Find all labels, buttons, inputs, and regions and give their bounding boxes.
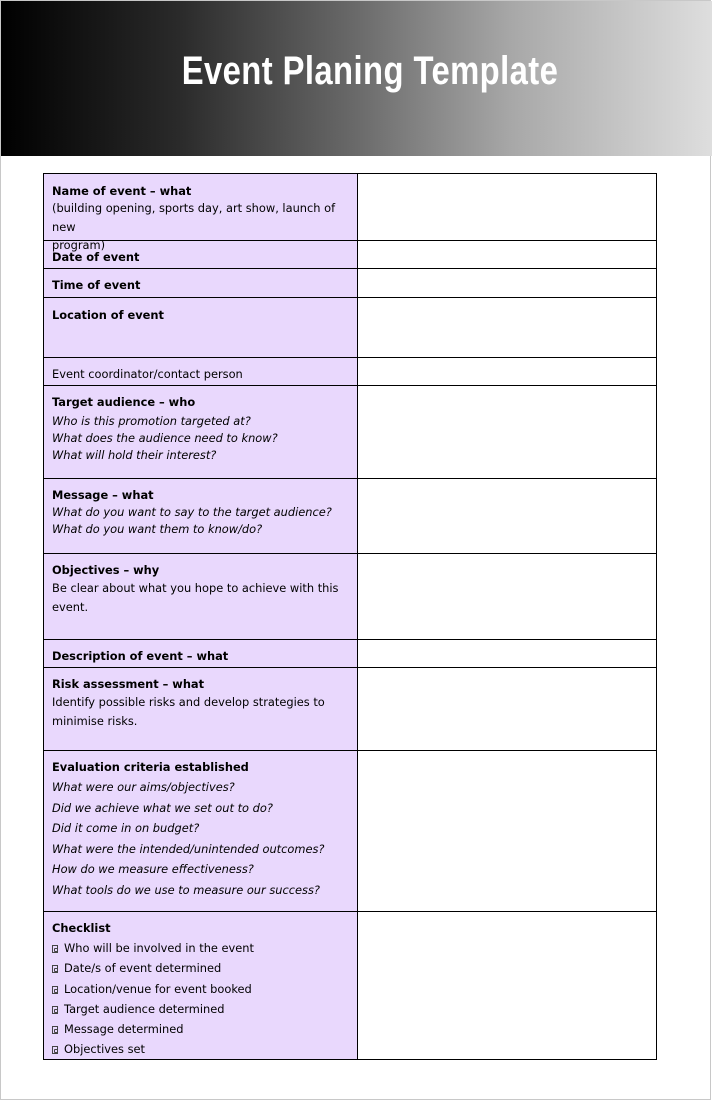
checklist-item <box>52 958 349 978</box>
event-planning-table <box>43 173 657 1060</box>
label-cell-risk-assessment <box>44 668 358 751</box>
checkbox-icon <box>52 1046 58 1054</box>
table-row-event-coordinator <box>44 358 657 386</box>
checkbox-icon <box>52 945 58 953</box>
row-title: Objectives – why <box>52 563 160 577</box>
table-row-description-of-event <box>44 640 657 668</box>
label-cell-time-of-event <box>44 269 358 298</box>
label-cell-location-of-event <box>44 298 358 358</box>
checklist-item <box>52 1039 349 1059</box>
row-hint-line: Identify possible risks and develop strategies to <box>52 695 325 709</box>
table-row-date-of-event <box>44 241 657 269</box>
checklist-item-label: Target audience determined <box>64 1001 225 1016</box>
row-hint-line: minimise risks. <box>52 714 138 728</box>
row-title: Description of event – what <box>52 649 229 663</box>
checklist-item-label: Message determined <box>64 1022 184 1037</box>
label-cell-message <box>44 479 358 554</box>
table-row-checklist <box>44 912 657 1060</box>
row-hint-line: What do you want to say to the target audience? <box>52 505 332 519</box>
checklist-item-label: Location/venue for event booked <box>64 981 252 996</box>
value-cell-message[interactable] <box>358 479 657 554</box>
table-row-risk-assessment <box>44 668 657 751</box>
label-cell-description-of-event <box>44 640 358 668</box>
checklist-item-label: Objectives set <box>64 1042 145 1057</box>
value-cell-risk-assessment[interactable] <box>358 668 657 751</box>
row-hint-line: (building opening, sports day, art show, launch of new <box>52 201 336 234</box>
value-cell-target-audience[interactable] <box>358 386 657 479</box>
row-title: Message – what <box>52 488 154 502</box>
row-hint-line: Did it come in on budget? <box>52 821 200 835</box>
row-hint-line: Who is this promotion targeted at? <box>52 414 251 428</box>
row-hint-line: program) <box>52 238 106 252</box>
table-row-message <box>44 479 657 554</box>
row-title: Target audience – who <box>52 395 196 409</box>
value-cell-description-of-event[interactable] <box>358 640 657 668</box>
row-title: Date of event <box>52 250 140 264</box>
label-cell-target-audience <box>44 386 358 479</box>
table-row-name-of-event <box>44 174 657 241</box>
row-title: Event coordinator/contact person <box>52 367 243 381</box>
row-hint-line: What were our aims/objectives? <box>52 780 235 794</box>
row-hint-line: Be clear about what you hope to achieve with this <box>52 581 339 595</box>
table-row-evaluation-criteria <box>44 751 657 912</box>
value-cell-time-of-event[interactable] <box>358 269 657 298</box>
label-cell-evaluation-criteria <box>44 751 358 912</box>
value-cell-evaluation-criteria[interactable] <box>358 751 657 912</box>
row-title: Evaluation criteria established <box>52 760 249 774</box>
row-hint-line: What tools do we use to measure our success? <box>52 882 320 897</box>
label-cell-event-coordinator <box>44 358 358 386</box>
row-title: Location of event <box>52 308 164 322</box>
checkbox-icon <box>52 965 58 973</box>
row-hint-line: What does the audience need to know? <box>52 431 278 445</box>
checkbox-icon <box>52 1006 58 1014</box>
checklist-item-label: Date/s of event determined <box>64 961 222 976</box>
table-row-time-of-event <box>44 269 657 298</box>
value-cell-location-of-event[interactable] <box>358 298 657 358</box>
row-title: Risk assessment – what <box>52 677 205 691</box>
row-hint-line: How do we measure effectiveness? <box>52 862 254 876</box>
checkbox-icon <box>52 986 58 994</box>
row-hint-line: Did we achieve what we set out to do? <box>52 800 273 815</box>
checklist-item <box>52 1019 349 1039</box>
row-hint-line: event. <box>52 600 89 614</box>
checklist-item <box>52 938 349 958</box>
table-row-target-audience <box>44 386 657 479</box>
row-title: Checklist <box>52 921 111 935</box>
checkbox-icon <box>52 1026 58 1034</box>
checklist-item <box>52 979 349 999</box>
label-cell-name-of-event <box>44 174 358 252</box>
label-cell-checklist <box>44 912 358 1060</box>
label-cell-objectives <box>44 554 358 640</box>
table-row-objectives <box>44 554 657 640</box>
row-title: Time of event <box>52 278 141 292</box>
row-hint-line: What do you want them to know/do? <box>52 522 263 536</box>
value-cell-name-of-event[interactable] <box>358 174 657 241</box>
page-title: Event Planing Template <box>181 49 559 93</box>
value-cell-event-coordinator[interactable] <box>358 358 657 386</box>
checklist-item-label: Who will be involved in the event <box>64 941 254 955</box>
row-title: Name of event – what <box>52 184 192 198</box>
table-row-location-of-event <box>44 298 657 358</box>
row-hint-line: What will hold their interest? <box>52 448 217 462</box>
checklist-item <box>52 999 349 1019</box>
value-cell-checklist[interactable] <box>358 912 657 1060</box>
row-hint-line: What were the intended/unintended outcomes? <box>52 841 325 856</box>
value-cell-objectives[interactable] <box>358 554 657 640</box>
value-cell-date-of-event[interactable] <box>358 241 657 269</box>
